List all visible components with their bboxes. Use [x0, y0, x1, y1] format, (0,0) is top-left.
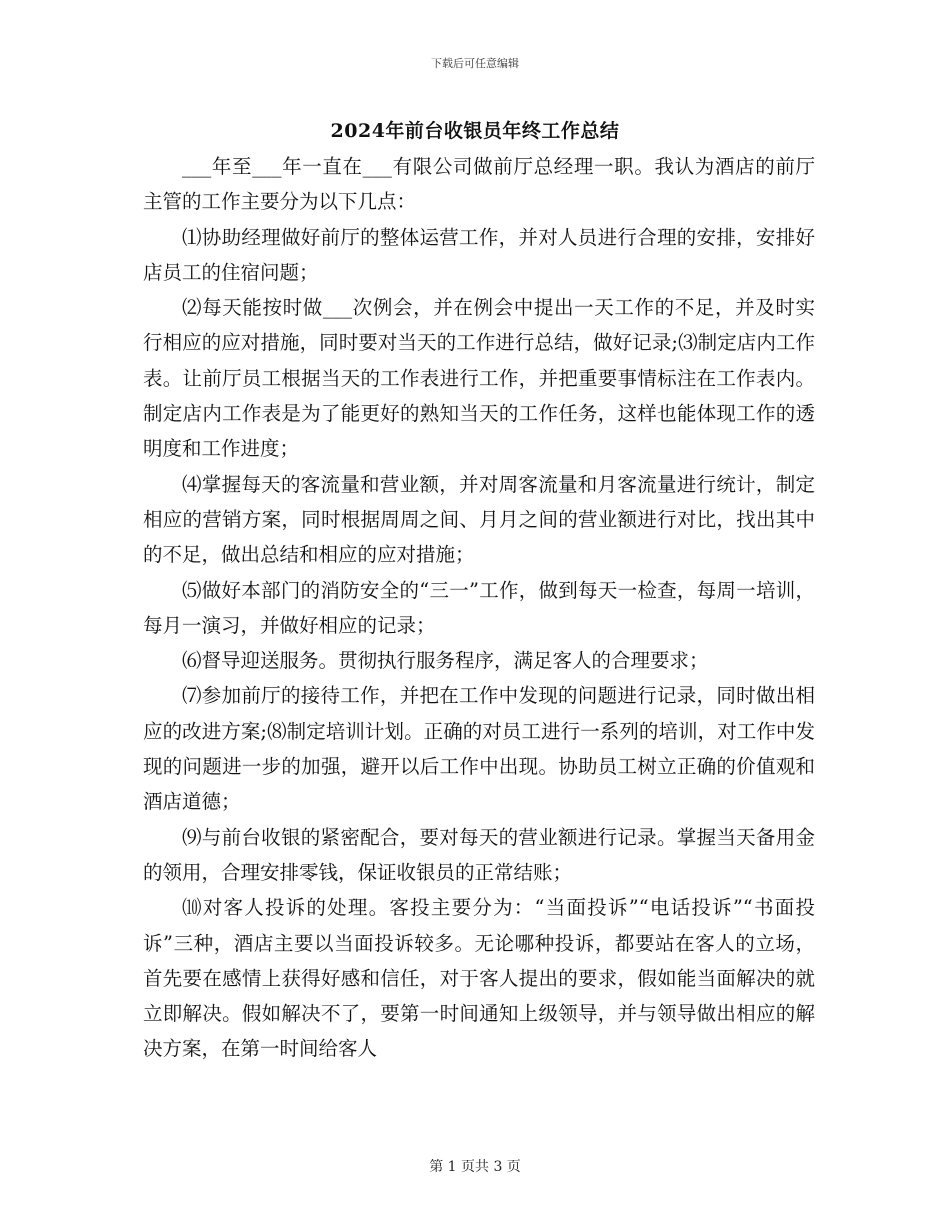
document-title: 2024年前台收银员年终工作总结: [330, 120, 620, 142]
page-footer: 第 1 页共 3 页: [429, 1159, 521, 1175]
paragraph: ___年至___年一直在___有限公司做前厅总经理一职。我认为酒店的前厅主管的工作主要分为以下几点：: [143, 155, 815, 214]
paragraph: ⑹督导迎送服务。贯彻执行服务程序，满足客人的合理要求；: [182, 649, 709, 673]
paragraph: ⑽对客人投诉的处理。客投主要分为：“当面投诉”“电话投诉”“书面投诉”三种，酒店主要以当面投诉较多。无论哪种投诉，都要站在客人的立场，首先要在感情上获得好感和信任，对于客人提出的要求，假如能当面解决的就立即解决。假如解决不了，要第一时间通知上级领导，并与领导做出相应的解决方案，在第一时间给客人: [143, 896, 815, 1061]
paragraph: ⑼与前台收银的紧密配合，要对每天的营业额进行记录。掌握当天备用金的领用，合理安排零钱，保证收银员的正常结账；: [143, 825, 815, 884]
document-body: [143, 149, 815, 1067]
paragraph: ⑵每天能按时做___次例会，并在例会中提出一天工作的不足，并及时实行相应的应对措施，同时要对当天的工作进行总结，做好记录;⑶制定店内工作表。让前厅员工根据当天的工作表进行工作，并把重要事情标注在工作表内。制定店内工作表是为了能更好的熟知当天的工作任务，这样也能体现工作的透明度和工作进度；: [143, 296, 815, 461]
page-header: 下载后可任意编辑: [431, 57, 519, 70]
paragraph: ⑴协助经理做好前厅的整体运营工作，并对人员进行合理的安排，安排好店员工的住宿问题；: [143, 225, 815, 284]
paragraph: ⑸做好本部门的消防安全的“三一”工作，做到每天一检查，每周一培训，每月一演习，并做好相应的记录；: [143, 578, 815, 637]
paragraph: ⑺参加前厅的接待工作，并把在工作中发现的问题进行记录，同时做出相应的改进方案;⑻制定培训计划。正确的对员工进行一系列的培训，对工作中发现的问题进一步的加强，避开以后工作中出现。协助员工树立正确的价值观和酒店道德；: [143, 684, 815, 814]
paragraph: ⑷掌握每天的客流量和营业额，并对周客流量和月客流量进行统计，制定相应的营销方案，同时根据周周之间、月月之间的营业额进行对比，找出其中的不足，做出总结和相应的应对措施；: [143, 472, 815, 567]
